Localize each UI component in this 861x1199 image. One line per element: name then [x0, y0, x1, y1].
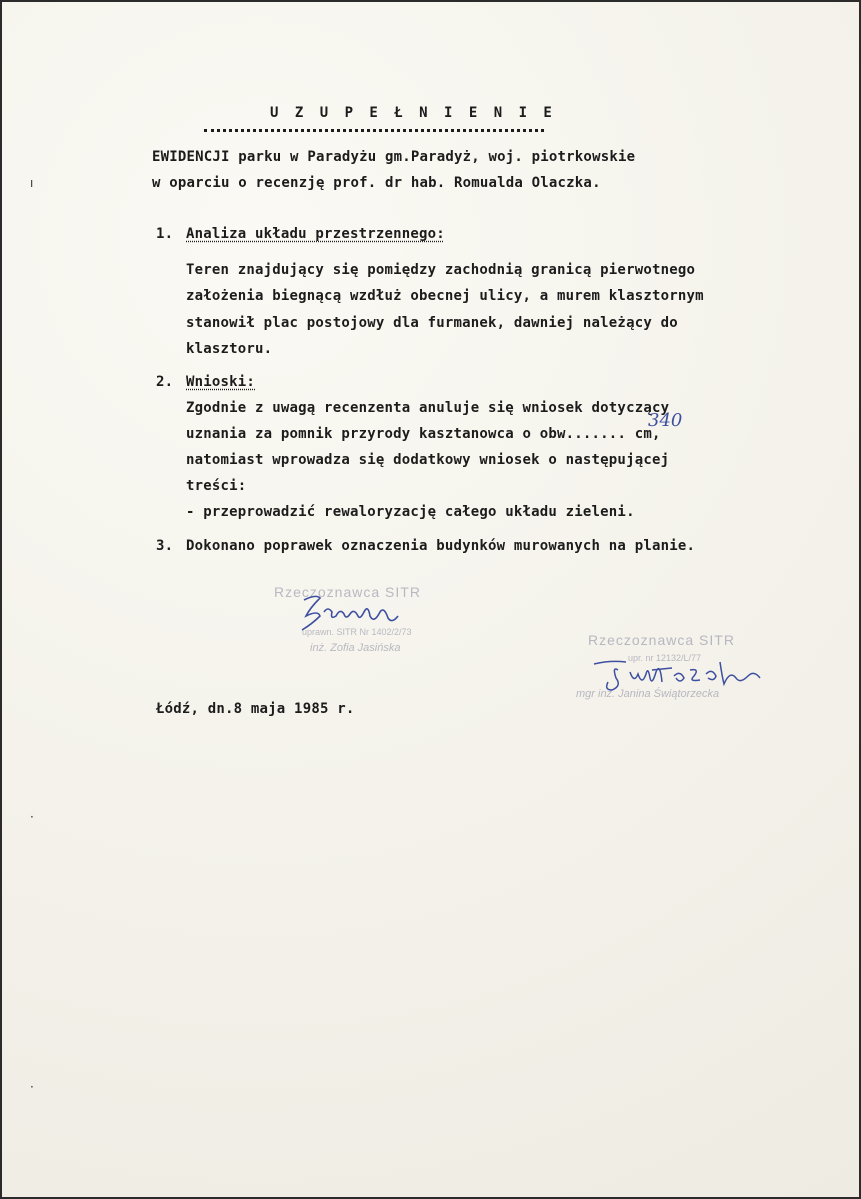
section-2-line-2-after: cm,	[626, 426, 661, 442]
signature-2	[590, 652, 770, 698]
stamp-1-name: inż. Zofia Jasińska	[310, 642, 401, 654]
margin-mark: ·	[30, 810, 34, 824]
section-3-number: 3.	[156, 538, 174, 554]
stamp-1-title: Rzeczoznawca SITR	[274, 584, 421, 600]
margin-mark: ı	[30, 176, 34, 190]
subtitle-line-2: w oparciu o recenzję prof. dr hab. Romualda Olaczka.	[152, 175, 601, 191]
stamp-2-name: mgr inż. Janina Świątorzecka	[576, 688, 720, 700]
stamp-2-number: upr. nr 12132/L/77	[628, 653, 702, 663]
title-underline	[204, 129, 544, 132]
section-2-heading: Wnioski:	[186, 374, 256, 390]
section-2-number: 2.	[156, 374, 174, 390]
handwritten-circumference: 340	[648, 410, 683, 431]
section-1-line-4: klasztoru.	[186, 341, 273, 357]
section-1-line-1: Teren znajdujący się pomiędzy zachodnią granicą pierwotnego	[186, 262, 696, 278]
section-1-number: 1.	[156, 226, 174, 242]
section-2-line-2	[186, 425, 661, 443]
place-and-date: Łódź, dn.8 maja 1985 r.	[156, 701, 355, 717]
section-2-line-4: treści:	[186, 478, 247, 494]
section-1-line-3: stanowił plac postojowy dla furmanek, dawniej należący do	[186, 315, 678, 331]
margin-mark: ·	[30, 1080, 34, 1094]
document-title: U Z U P E Ł N I E N I E	[270, 105, 556, 121]
section-3-text: Dokonano poprawek oznaczenia budynków murowanych na planie.	[186, 538, 696, 554]
signature-1	[296, 590, 406, 640]
section-1-line-2: założenia biegnącą wzdłuż obecnej ulicy, a murem klasztornym	[186, 288, 704, 304]
stamp-1-number: uprawn. SITR Nr 1402/2/73	[302, 627, 412, 637]
circumference-dots: ......	[574, 426, 627, 442]
subtitle-line-1: EWIDENCJI parku w Paradyżu gm.Paradyż, woj. piotrkowskie	[152, 149, 636, 165]
section-2-line-2-before: uznania za pomnik przyrody kasztanowca o obw.	[186, 426, 575, 442]
section-2-bullet: - przeprowadzić rewaloryzację całego układu zieleni.	[186, 504, 635, 520]
stamp-2-title: Rzeczoznawca SITR	[588, 632, 735, 648]
section-2-line-3: natomiast wprowadza się dodatkowy wniosek o następującej	[186, 452, 670, 468]
section-2-line-1: Zgodnie z uwagą recenzenta anuluje się wniosek dotyczący	[186, 400, 670, 416]
section-1-heading: Analiza układu przestrzennego:	[186, 226, 445, 242]
